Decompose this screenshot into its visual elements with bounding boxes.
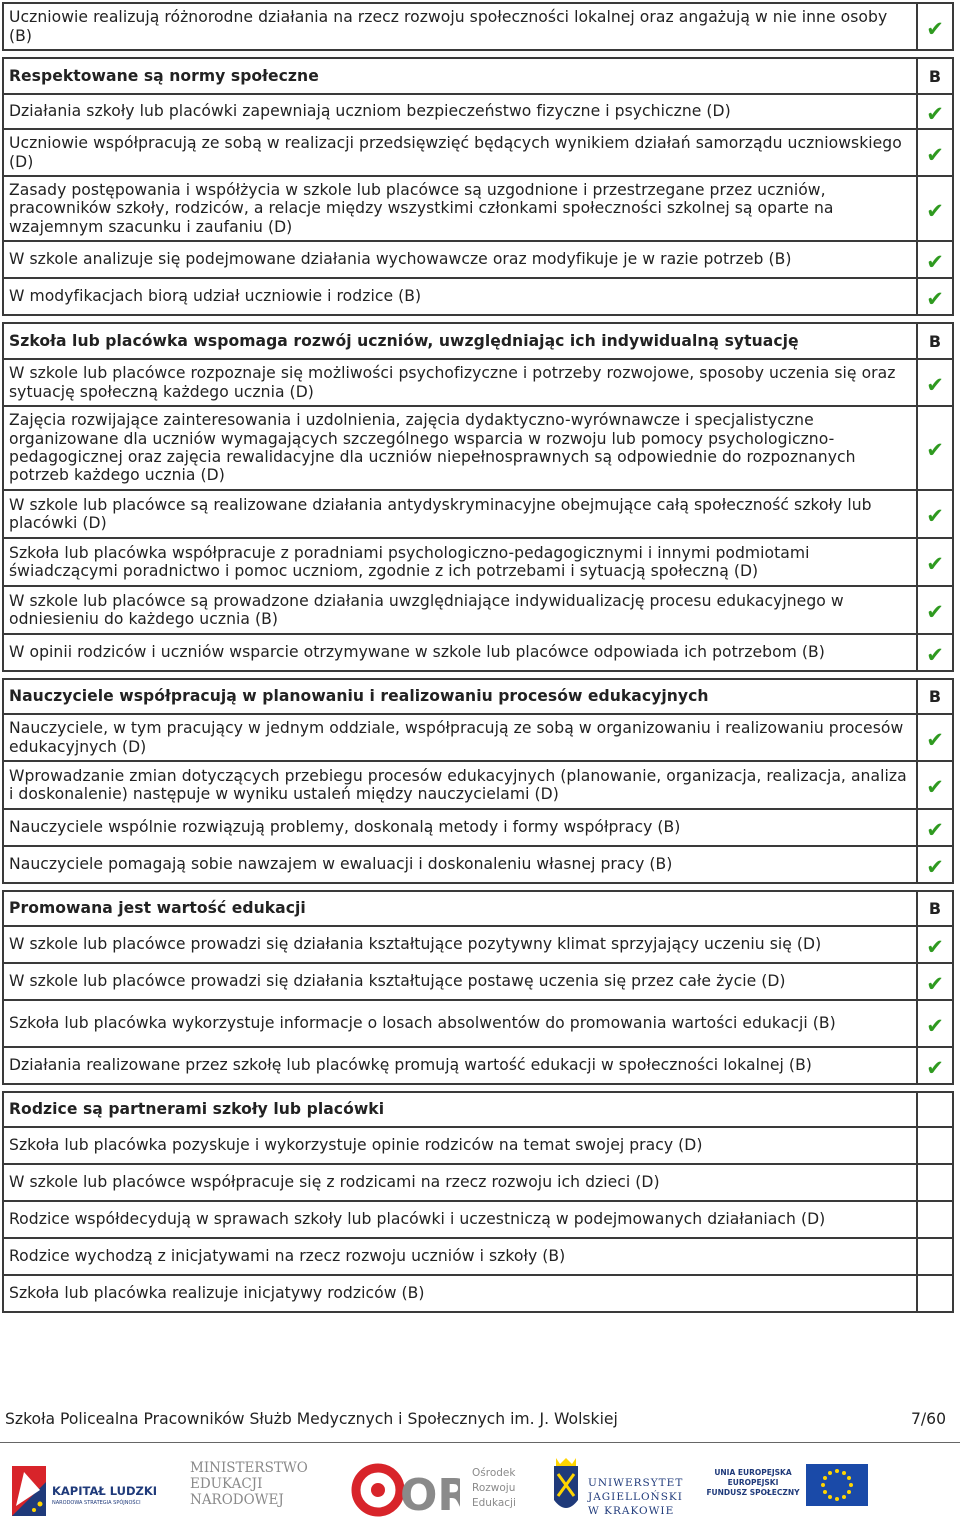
criterion-text: Działania realizowane przez szkołę lub placówkę promują wartość edukacji w społeczności lokalnej (B) xyxy=(3,1047,917,1084)
mark-cell xyxy=(917,846,953,883)
section-heading-row xyxy=(3,679,953,714)
checkmark-icon: ✔ xyxy=(926,854,944,879)
page-footer xyxy=(5,1410,946,1428)
mark-cell xyxy=(917,1000,953,1047)
criterion-row xyxy=(3,490,953,538)
section-heading: Rodzice są partnerami szkoły lub placówki xyxy=(3,1092,917,1127)
eu-efs-logo xyxy=(706,1464,876,1520)
criterion-row xyxy=(3,1201,953,1238)
criterion-text: Nauczyciele pomagają sobie nawzajem w ewaluacji i doskonaleniu własnej pracy (B) xyxy=(3,846,917,883)
checkmark-icon: ✔ xyxy=(926,142,944,167)
checkmark-icon: ✔ xyxy=(926,600,944,624)
mark-cell xyxy=(917,241,953,278)
grade-label: B xyxy=(928,899,942,918)
criterion-row xyxy=(3,3,953,50)
mark-cell xyxy=(917,3,953,50)
criterion-text: Działania szkoły lub placówki zapewniają uczniom bezpieczeństwo fizyczne i psychiczne (D) xyxy=(3,94,917,129)
ore-line-2: Rozwoju xyxy=(472,1482,516,1494)
checkmark-icon: ✔ xyxy=(926,934,944,959)
criterion-row xyxy=(3,1000,953,1047)
criterion-text: W opinii rodziców i uczniów wsparcie otrzymywane w szkole lub placówce odpowiada ich potrzebom (B) xyxy=(3,634,917,671)
criterion-row xyxy=(3,1127,953,1164)
men-logo xyxy=(190,1460,315,1526)
criterion-text: Zajęcia rozwijające zainteresowania i uzdolnienia, zajęcia dydaktyczno-wyrównawcze i specjalistyczne organizowane dla uczniów wymagających szczególnego wsparcia w rozwoju lub pomocy psychologiczno-pedagogicznej oraz zajęcia rewalidacyjne dla uczniów niepełnosprawnych są odpowiednie do rozpoznanych potrzeb każdego ucznia (D) xyxy=(3,406,917,490)
criterion-text: Szkoła lub placówka realizuje inicjatywy rodziców (B) xyxy=(3,1275,917,1312)
criterion-text: W szkole lub placówce są prowadzone działania uwzględniające indywidualizację procesu edukacyjnego w odniesieniu do każdego ucznia (B) xyxy=(3,586,917,634)
criteria-section xyxy=(2,2,954,51)
uj-logo xyxy=(548,1456,688,1528)
mark-cell xyxy=(917,926,953,963)
criterion-text: Zasady postępowania i współżycia w szkole lub placówce są uzgodnione i przestrzegane przez uczniów, pracowników szkoły, rodziców, a relacje między wszystkimi członkami społeczności szkolnej są oparte na wzajemnym szacunku i zaufaniu (D) xyxy=(3,176,917,241)
eu-flag-icon xyxy=(806,1464,868,1506)
kapital-ludzki-title: KAPITAŁ LUDZKI xyxy=(52,1484,158,1498)
mark-cell xyxy=(917,1164,953,1201)
criterion-row xyxy=(3,406,953,490)
mark-cell xyxy=(917,406,953,490)
mark-cell xyxy=(917,634,953,671)
criterion-text: W szkole lub placówce współpracuje się z rodzicami na rzecz rozwoju ich dzieci (D) xyxy=(3,1164,917,1201)
criterion-text: Szkoła lub placówka wykorzystuje informacje o losach absolwentów do promowania wartości edukacji (B) xyxy=(3,1000,917,1047)
mark-cell xyxy=(917,1127,953,1164)
criteria-section xyxy=(2,57,954,316)
uj-line-2: JAGIELLOŃSKI xyxy=(588,1491,683,1503)
mark-cell xyxy=(917,278,953,315)
mark-cell xyxy=(917,1238,953,1275)
mark-cell xyxy=(917,679,953,714)
checkmark-icon: ✔ xyxy=(926,971,944,996)
uj-line-3: W KRAKOWIE xyxy=(588,1505,675,1517)
checkmark-icon: ✔ xyxy=(926,1013,944,1038)
uj-crest-icon xyxy=(548,1456,584,1526)
criterion-text: Rodzice współdecydują w sprawach szkoły lub placówki i uczestniczą w podejmowanych działaniach (D) xyxy=(3,1201,917,1238)
mark-cell xyxy=(917,809,953,846)
mark-cell xyxy=(917,963,953,1000)
criterion-text: W szkole analizuje się podejmowane działania wychowawcze oraz modyfikuje je w razie potrzeb (B) xyxy=(3,241,917,278)
ore-logo xyxy=(350,1458,530,1526)
criterion-text: Wprowadzanie zmian dotyczących przebiegu procesów edukacyjnych (planowanie, organizacja, realizacja, analiza i doskonalenie) następuje w wyniku ustaleń między nauczycielami (D) xyxy=(3,761,917,809)
checkmark-icon: ✔ xyxy=(926,198,944,223)
criterion-row xyxy=(3,586,953,634)
mark-cell xyxy=(917,891,953,926)
section-heading: Promowana jest wartość edukacji xyxy=(3,891,917,926)
section-heading-row xyxy=(3,323,953,359)
grade-label: B xyxy=(928,331,942,351)
mark-cell xyxy=(917,761,953,809)
mark-cell xyxy=(917,714,953,761)
criteria-section xyxy=(2,1091,954,1313)
kapital-ludzki-emblem-icon xyxy=(10,1462,50,1522)
footer-divider xyxy=(0,1442,960,1443)
checkmark-icon: ✔ xyxy=(926,101,944,126)
mark-cell xyxy=(917,1201,953,1238)
checkmark-icon: ✔ xyxy=(926,642,944,667)
mark-cell xyxy=(917,129,953,176)
men-line-2: EDUKACJI xyxy=(190,1476,263,1492)
mark-cell xyxy=(917,359,953,406)
criterion-text: W modyfikacjach biorą udział uczniowie i rodzice (B) xyxy=(3,278,917,315)
kapital-ludzki-logo xyxy=(10,1462,170,1522)
mark-cell xyxy=(917,58,953,94)
criterion-row xyxy=(3,963,953,1000)
criterion-text: Szkoła lub placówka pozyskuje i wykorzystuje opinie rodziców na temat swojej pracy (D) xyxy=(3,1127,917,1164)
eu-line-3: FUNDUSZ SPOŁECZNY xyxy=(706,1488,800,1497)
mark-cell xyxy=(917,538,953,586)
mark-cell xyxy=(917,323,953,359)
criterion-row xyxy=(3,926,953,963)
checkmark-icon: ✔ xyxy=(926,16,944,41)
checkmark-icon: ✔ xyxy=(926,438,944,462)
criterion-row xyxy=(3,359,953,406)
criterion-row xyxy=(3,241,953,278)
checkmark-icon: ✔ xyxy=(926,504,944,528)
checkmark-icon: ✔ xyxy=(926,775,944,799)
eu-line-1: UNIA EUROPEJSKA xyxy=(714,1468,792,1477)
criterion-row xyxy=(3,538,953,586)
criterion-text: Szkoła lub placówka współpracuje z poradniami psychologiczno-pedagogicznymi i innymi podmiotami świadczącymi poradnictwo i pomoc uczniom, zgodnie z ich potrzebami i sytuacją społeczną (D) xyxy=(3,538,917,586)
ore-emblem-icon xyxy=(350,1458,460,1522)
criterion-row xyxy=(3,1164,953,1201)
checkmark-icon: ✔ xyxy=(926,552,944,576)
mark-cell xyxy=(917,1275,953,1312)
footer-school-name: Szkoła Policealna Pracowników Służb Medycznych i Społecznych im. J. Wolskiej xyxy=(5,1410,618,1428)
section-heading-row xyxy=(3,58,953,94)
criterion-row xyxy=(3,129,953,176)
eu-line-2: EUROPEJSKI xyxy=(727,1478,779,1487)
section-heading: Szkoła lub placówka wspomaga rozwój uczniów, uwzględniając ich indywidualną sytuację xyxy=(3,323,917,359)
checkmark-icon: ✔ xyxy=(926,817,944,842)
section-heading-row xyxy=(3,1092,953,1127)
criterion-row xyxy=(3,1275,953,1312)
page-number: 7/60 xyxy=(910,1410,946,1428)
criterion-text: W szkole lub placówce prowadzi się działania kształtujące postawę uczenia się przez całe życie (D) xyxy=(3,963,917,1000)
criteria-section xyxy=(2,678,954,884)
mark-cell xyxy=(917,490,953,538)
section-heading: Respektowane są normy społeczne xyxy=(3,58,917,94)
checkmark-icon: ✔ xyxy=(926,372,944,397)
criterion-row xyxy=(3,634,953,671)
criterion-text: Uczniowie realizują różnorodne działania na rzecz rozwoju społeczności lokalnej oraz angażują w nie inne osoby (B) xyxy=(3,3,917,50)
section-heading: Nauczyciele współpracują w planowaniu i realizowaniu procesów edukacyjnych xyxy=(3,679,917,714)
mark-cell xyxy=(917,1047,953,1084)
criterion-row xyxy=(3,176,953,241)
criterion-text: Rodzice wychodzą z inicjatywami na rzecz rozwoju uczniów i szkoły (B) xyxy=(3,1238,917,1275)
criterion-row xyxy=(3,1238,953,1275)
mark-cell xyxy=(917,176,953,241)
kapital-ludzki-subtitle: NARODOWA STRATEGIA SPÓJNOŚCI xyxy=(52,1500,141,1506)
criterion-row xyxy=(3,809,953,846)
mark-cell xyxy=(917,1092,953,1127)
ore-letters: OR xyxy=(400,1470,460,1521)
criterion-text: W szkole lub placówce prowadzi się działania kształtujące pozytywny klimat sprzyjający uczeniu się (D) xyxy=(3,926,917,963)
criteria-section xyxy=(2,890,954,1085)
criterion-text: Nauczyciele, w tym pracujący w jednym oddziale, współpracują ze sobą w organizowaniu i realizowaniu procesów edukacyjnych (D) xyxy=(3,714,917,761)
grade-label: B xyxy=(928,687,942,706)
uj-line-1: UNIWERSYTET xyxy=(588,1477,684,1489)
criteria-section xyxy=(2,322,954,672)
ore-line-3: Edukacji xyxy=(472,1497,516,1509)
grade-label: B xyxy=(928,66,942,86)
criterion-row xyxy=(3,714,953,761)
men-line-3: NARODOWEJ xyxy=(190,1492,284,1508)
criterion-row xyxy=(3,94,953,129)
criteria-tables xyxy=(2,2,955,1313)
criterion-row xyxy=(3,846,953,883)
mark-cell xyxy=(917,94,953,129)
criterion-text: W szkole lub placówce są realizowane działania antydyskryminacyjne obejmujące całą społeczność szkoły lub placówki (D) xyxy=(3,490,917,538)
criterion-text: W szkole lub placówce rozpoznaje się możliwości psychofizyczne i potrzeby rozwojowe, sposoby uczenia się oraz sytuację społeczną każdego ucznia (D) xyxy=(3,359,917,406)
section-heading-row xyxy=(3,891,953,926)
mark-cell xyxy=(917,586,953,634)
sponsor-logos xyxy=(0,1452,960,1530)
men-line-1: MINISTERSTWO xyxy=(190,1460,308,1476)
criterion-text: Uczniowie współpracują ze sobą w realizacji przedsięwzięć będących wynikiem działań samorządu uczniowskiego (D) xyxy=(3,129,917,176)
criterion-text: Nauczyciele wspólnie rozwiązują problemy, doskonalą metody i formy współpracy (B) xyxy=(3,809,917,846)
checkmark-icon: ✔ xyxy=(926,286,944,311)
criterion-row xyxy=(3,761,953,809)
checkmark-icon: ✔ xyxy=(926,249,944,274)
criterion-row xyxy=(3,278,953,315)
ore-line-1: Ośrodek xyxy=(472,1467,516,1479)
criterion-row xyxy=(3,1047,953,1084)
checkmark-icon: ✔ xyxy=(926,727,944,752)
checkmark-icon: ✔ xyxy=(926,1055,944,1080)
